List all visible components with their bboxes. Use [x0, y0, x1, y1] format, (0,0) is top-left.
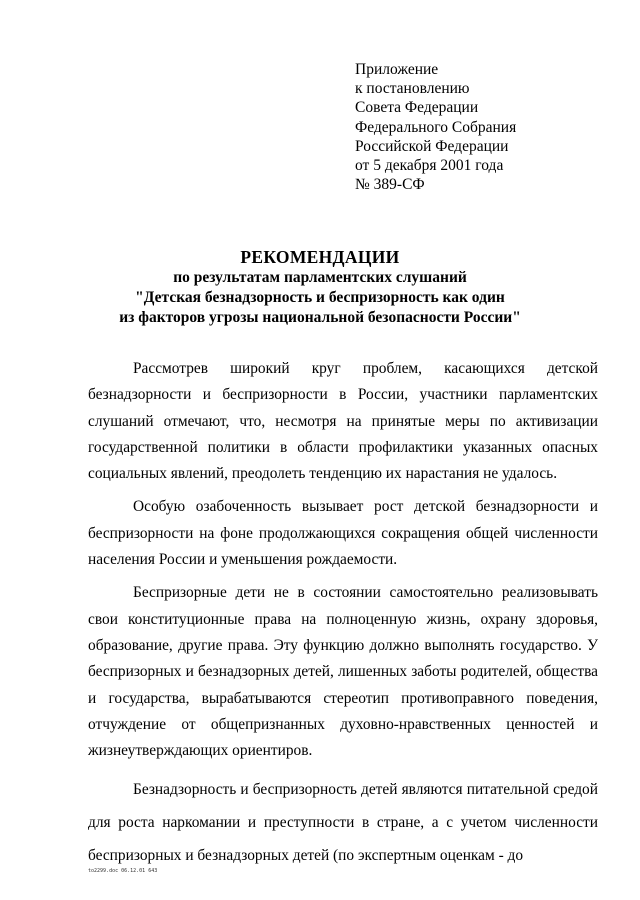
body-paragraph: Безнадзорность и беспризорность детей являются питательной средой для роста наркомании и преступности в стране, а с учетом численности беспризорных и безнадзорных детей (по экспертным оценкам - до: [88, 781, 598, 865]
subtitle-line: по результатам парламентских слушаний: [173, 269, 467, 286]
body-paragraph: Беспризорные дети не в состоянии самостоятельно реализовывать свои конституционные права на полноценную жизнь, охрану здоровья, образование, другие права. Эту функцию должно выполнять государство. У беспризорных и безнадзорных детей, лишенных заботы родителей, общества и государства, вырабатываются стереотип противоправного поведения, отчуждение от общепризнанных духовно-нравственных ценностей и жизнеутверждающих ориентиров.: [88, 584, 598, 760]
subtitle-line: "Детская безнадзорность и беспризорность как один: [135, 289, 505, 306]
appendix-line: Совета Федерации: [355, 99, 479, 117]
document-body: [88, 356, 598, 872]
document-title-block: [60, 246, 580, 328]
appendix-block: [355, 60, 615, 194]
body-paragraph: Рассмотрев широкий круг проблем, касающихся детской безнадзорности и беспризорности в России, участники парламентских слушаний отмечают, что, несмотря на принятые меры по активизации государственной политики в области профилактики указанных опасных социальных явлений, преодолеть тенденцию их нарастания не удалось.: [88, 360, 598, 483]
appendix-line: от 5 декабря 2001 года: [355, 157, 504, 175]
body-paragraph: Особую озабоченность вызывает рост детской безнадзорности и беспризорности на фоне продолжающихся сокращения общей численности населения России и уменьшения рождаемости.: [88, 498, 598, 569]
appendix-line: Приложение: [355, 61, 439, 78]
subtitle-line: из факторов угрозы национальной безопасности России": [119, 309, 521, 326]
appendix-line: Федерального Собрания: [355, 118, 517, 136]
document-subtitle: [60, 268, 580, 328]
appendix-line: Российской Федерации: [355, 137, 509, 155]
footer-file-code: to2299.doc 06.12.01 643: [88, 868, 158, 874]
appendix-line: № 389-СФ: [355, 176, 425, 194]
document-title: РЕКОМЕНДАЦИИ: [240, 247, 400, 267]
appendix-line: к постановлению: [355, 80, 470, 98]
